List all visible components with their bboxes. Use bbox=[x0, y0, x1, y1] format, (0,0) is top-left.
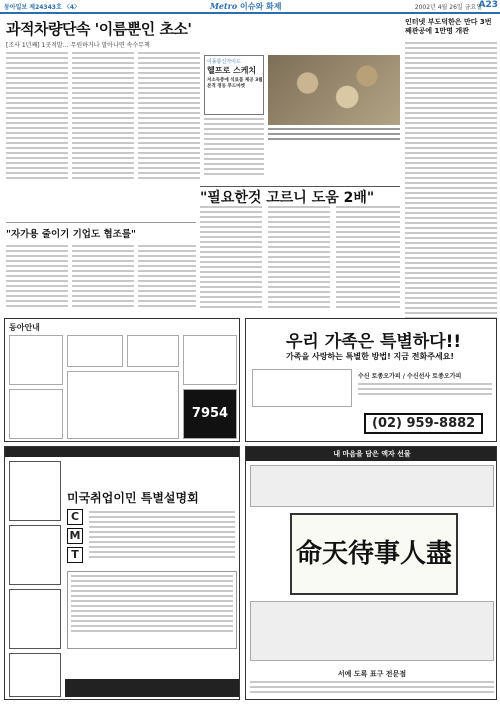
calligraphy-ad-footer: 서예 도록 표구 전문점 bbox=[337, 670, 407, 678]
photo-caption bbox=[268, 128, 400, 142]
section-title bbox=[210, 1, 281, 12]
mid-headline: "필요한것 고르니 도움 2배" bbox=[200, 190, 375, 206]
second-column-1 bbox=[6, 245, 68, 313]
side-ad bbox=[9, 461, 61, 521]
right-column-title: 인터넷 부도덕한은 만다 3번째관공에 1만명 개관 bbox=[405, 18, 492, 35]
main-byline: [조사 1년째] 1곳적발… 무원하거나 말아나면 속수무책 bbox=[6, 42, 150, 49]
letter-c: C bbox=[67, 509, 83, 525]
article-column-1 bbox=[6, 52, 68, 182]
mid-column-2 bbox=[268, 206, 330, 311]
family-ad-badge: 수신 토종오가피 / 수신선사 토종오가피 bbox=[358, 373, 462, 380]
side-ad bbox=[9, 525, 61, 585]
usjob-ad bbox=[4, 446, 240, 700]
divider bbox=[200, 186, 400, 187]
section-name: 이슈와 화제 bbox=[240, 2, 282, 11]
product-image bbox=[252, 369, 352, 407]
section-brand: Metro bbox=[210, 1, 238, 11]
ad-banner-strip bbox=[5, 447, 240, 457]
cmt-list bbox=[67, 509, 237, 565]
newspaper-issue: 동아일보 제24343호 〈4〉 bbox=[4, 4, 81, 11]
right-column bbox=[405, 18, 497, 322]
helper-card bbox=[204, 55, 264, 115]
mid-column-1 bbox=[200, 206, 262, 311]
family-ad-body bbox=[358, 383, 492, 398]
family-ad bbox=[245, 318, 497, 442]
issue-date: 2002년 4월 26일 금요일 bbox=[414, 4, 482, 11]
calligraphy-artwork: 命天待事人盡 bbox=[290, 513, 458, 595]
letter-m: M bbox=[67, 528, 83, 544]
usjob-ad-headline: 미국취업이민 특별설명회 bbox=[67, 491, 199, 505]
ad-cell bbox=[9, 335, 63, 385]
side-ad bbox=[9, 589, 61, 649]
calligraphy-ad-banner: 내 마음을 담은 액자 선물 bbox=[246, 447, 497, 461]
family-ad-subline: 가족을 사랑하는 특별한 방법! 지금 전화주세요! bbox=[286, 352, 455, 361]
ad-cell bbox=[67, 335, 123, 367]
frame-samples bbox=[250, 465, 494, 507]
second-column-2 bbox=[72, 245, 134, 313]
article-photo bbox=[268, 55, 400, 125]
page-header bbox=[0, 0, 500, 14]
page-number: A23 bbox=[478, 0, 498, 10]
helper-card-body bbox=[204, 118, 264, 182]
frame-samples-bottom bbox=[250, 601, 494, 661]
ad-cell bbox=[9, 389, 63, 439]
letter-t: T bbox=[67, 547, 83, 563]
ad-cell bbox=[127, 335, 179, 367]
directory-ad-title: 동아안내 bbox=[9, 323, 40, 332]
side-ad bbox=[9, 653, 61, 697]
family-ad-headline: 우리 가족은 특별하다!! bbox=[286, 332, 462, 352]
ad-phone-box: 7954 bbox=[183, 389, 237, 439]
calligraphy-ad bbox=[245, 446, 497, 700]
helper-card-tag: 이동통신가이드 bbox=[207, 59, 241, 65]
main-headline: 과적차량단속 '이름뿐인 초소' bbox=[6, 20, 192, 38]
ad-cell bbox=[67, 371, 179, 439]
mid-column-3 bbox=[336, 206, 400, 311]
ad-footer-strip bbox=[65, 679, 239, 697]
article-column-3 bbox=[138, 52, 200, 182]
helper-card-sub: 저소득층에 식료품 제공 3월 본격 정동 푸드마켓 bbox=[207, 78, 263, 89]
event-details bbox=[67, 571, 237, 649]
ad-cell bbox=[183, 335, 237, 385]
helper-card-title: 헬프로 스케치 bbox=[207, 66, 257, 75]
family-ad-phone: (02) 959-8882 bbox=[364, 413, 483, 434]
second-headline: "자가용 줄이기 기업도 협조를" bbox=[6, 222, 196, 240]
directory-ad bbox=[4, 318, 240, 442]
second-column-3 bbox=[138, 245, 196, 313]
article-column-2 bbox=[72, 52, 134, 182]
